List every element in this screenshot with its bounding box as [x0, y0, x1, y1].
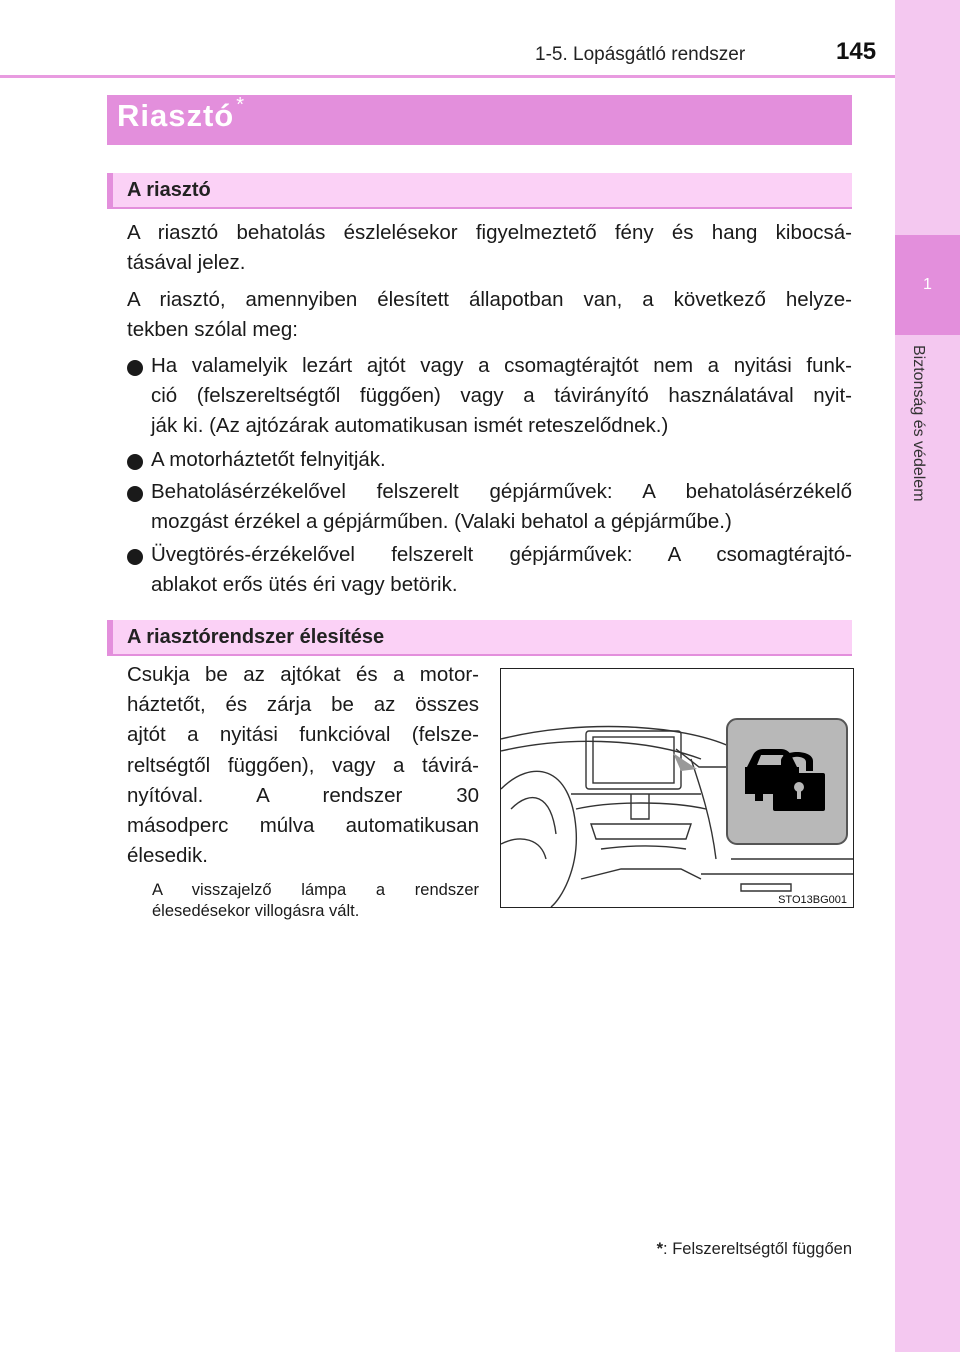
section-heading: A riasztó	[127, 179, 211, 201]
side-tab	[895, 0, 960, 1352]
main-title-text: Riasztó	[117, 98, 235, 133]
text-line: másodperc múlva automatikusan	[127, 814, 479, 838]
dashboard-drawing	[501, 669, 853, 907]
text-line: A riasztó behatolás észlelésekor figyelmeztető fény és hang kibocsá-	[127, 221, 852, 244]
page-number: 145	[836, 38, 877, 65]
footnote-text: : Felszereltségtől függően	[663, 1240, 852, 1258]
section-header-alarm	[107, 173, 852, 209]
header-divider	[0, 75, 895, 78]
bullet-dot-icon	[127, 486, 143, 502]
text-line: A visszajelző lámpa a rendszer	[152, 881, 479, 899]
text-line: ják ki. (Az ajtózárak automatikusan ismét reteszelődnek.)	[151, 414, 669, 438]
text-line: tekben szólal meg:	[127, 318, 298, 342]
main-title-marker: *	[236, 94, 246, 116]
text-line: élesedik.	[127, 844, 208, 868]
text-line: ablakot erős ütés éri vagy betörik.	[151, 573, 458, 597]
text-line: A motorháztetőt felnyitják.	[151, 448, 386, 471]
text-line: Csukja be az ajtókat és a motor-	[127, 663, 479, 686]
intro-paragraph	[127, 218, 852, 278]
text-line: mozgást érzékel a gépjárműben. (Valaki behatol a gépjárműbe.)	[151, 510, 732, 534]
text-line: A riasztó, amennyiben élesített állapotban van, a következő helyze-	[127, 288, 852, 311]
footnote	[620, 1240, 852, 1259]
dashboard-illustration	[500, 668, 854, 908]
bullet-dot-icon	[127, 454, 143, 470]
figure-code: STO13BG001	[778, 894, 847, 906]
text-line: reltségtől függően), vagy a távirá-	[127, 753, 479, 777]
chapter-title: 1-5. Lopásgátló rendszer	[535, 44, 746, 65]
section-accent	[107, 620, 113, 656]
footnote-marker: *	[656, 1240, 664, 1258]
text-line: élesedésekor villogásra vált.	[152, 902, 360, 920]
arming-paragraph	[127, 660, 479, 871]
text-line: ajtót a nyitási funkcióval (felsze-	[127, 723, 479, 747]
text-line: Üvegtörés-érzékelővel felszerelt gépjárművek: A csomagtérajtó-	[151, 543, 852, 566]
section-header-arming	[107, 620, 852, 656]
text-line: tásával jelez.	[127, 251, 246, 275]
lead-paragraph	[127, 285, 852, 345]
bullet-dot-icon	[127, 360, 143, 376]
text-line: Ha valamelyik lezárt ajtót vagy a csomagtérajtót nem a nyitási funk-	[151, 354, 852, 377]
text-line: háztetőt, és zárja be az összes	[127, 693, 479, 717]
chapter-label-text: Biztonság és védelem	[910, 345, 927, 502]
chapter-number-tab[interactable]: 1	[895, 235, 960, 335]
section-accent	[107, 173, 113, 209]
indicator-note	[152, 880, 479, 922]
text-line: ció (felszereltségtől függően) vagy a távirányító használatával nyit-	[151, 384, 852, 408]
bullet-dot-icon	[127, 549, 143, 565]
section-heading: A riasztórendszer élesítése	[127, 626, 385, 648]
main-title	[117, 94, 246, 134]
text-line: nyítóval. A rendszer 30	[127, 783, 479, 807]
text-line: Behatolásérzékelővel felszerelt gépjárművek: A behatolásérzékelő	[151, 480, 852, 503]
